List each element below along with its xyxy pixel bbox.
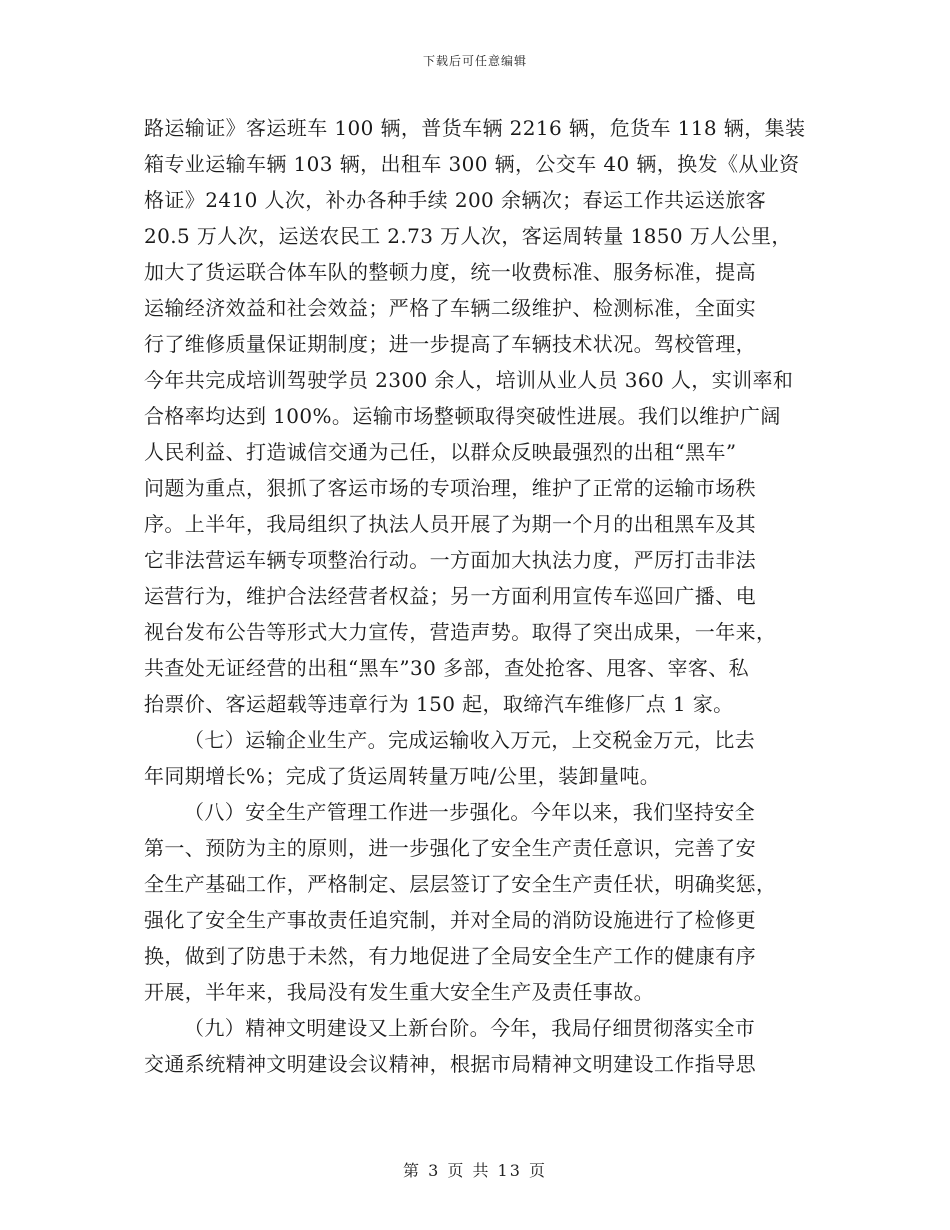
- text-line: 20.5 万人次，运送农民工 2.73 万人次，客运周转量 1850 万人公里，: [144, 224, 792, 248]
- text-line: 加大了货运联合体车队的整顿力度，统一收费标准、服务标准，提高: [144, 260, 756, 284]
- paragraph-start-line: （七）运输企业生产。完成运输收入万元，上交税金万元，比去: [184, 728, 756, 752]
- text-line: 交通系统精神文明建设会议精神，根据市局精神文明建设工作指导思: [144, 1052, 756, 1076]
- text-line: 换，做到了防患于未然，有力地促进了全局安全生产工作的健康有序: [144, 944, 756, 968]
- text-line: 强化了安全生产事故责任追究制，并对全局的消防设施进行了检修更: [144, 908, 756, 932]
- text-line: 全生产基础工作，严格制定、层层签订了安全生产责任状，明确奖惩，: [144, 872, 777, 896]
- text-line: 它非法营运车辆专项整治行动。一方面加大执法力度，严厉打击非法: [144, 548, 756, 572]
- text-line: 今年共完成培训驾驶学员 2300 余人，培训从业人员 360 人，实训率和: [144, 368, 794, 392]
- text-line: 视台发布公告等形式大力宣传，营造声势。取得了突出成果，一年来，: [144, 620, 777, 644]
- text-line: 路运输证》客运班车 100 辆，普货车辆 2216 辆，危货车 118 辆，集装: [144, 116, 806, 140]
- text-line: 年同期增长%；完成了货运周转量万吨/公里，装卸量吨。: [144, 764, 661, 788]
- text-line: 格证》2410 人次，补办各种手续 200 余辆次；春运工作共运送旅客: [144, 188, 767, 212]
- text-line: 人民利益、打造诚信交通为己任，以群众反映最强烈的出租“黑车”: [144, 440, 737, 464]
- paragraph-start-line: （九）精神文明建设又上新台阶。今年，我局仔细贯彻落实全市: [184, 1016, 756, 1040]
- document-body: [144, 110, 806, 1082]
- text-line: 第一、预防为主的原则，进一步强化了安全生产责任意识，完善了安: [144, 836, 756, 860]
- paragraph-start-line: （八）安全生产管理工作进一步强化。今年以来，我们坚持安全: [184, 800, 756, 824]
- text-line: 箱专业运输车辆 103 辆，出租车 300 辆，公交车 40 辆，换发《从业资: [144, 152, 800, 176]
- text-line: 行了维修质量保证期制度；进一步提高了车辆技术状况。驾校管理，: [144, 332, 756, 356]
- text-line: 抬票价、客运超载等违章行为 150 起，取缔汽车维修厂点 1 家。: [144, 692, 734, 716]
- text-line: 共查处无证经营的出租“黑车”30 多部，查处抢客、甩客、宰客、私: [144, 656, 750, 680]
- text-line: 问题为重点，狠抓了客运市场的专项治理，维护了正常的运输市场秩: [144, 476, 756, 500]
- text-line: 运输经济效益和社会效益；严格了车辆二级维护、检测标准，全面实: [144, 296, 756, 320]
- text-line: 序。上半年，我局组织了执法人员开展了为期一个月的出租黑车及其: [144, 512, 756, 536]
- page-header: 下载后可任意编辑: [422, 54, 527, 68]
- text-line: 开展，半年来，我局没有发生重大安全生产及责任事故。: [144, 980, 654, 1004]
- text-line: 运营行为，维护合法经营者权益；另一方面利用宣传车巡回广播、电: [144, 584, 756, 608]
- text-line: 合格率均达到 100%。运输市场整顿取得突破性进展。我们以维护广阔: [144, 404, 781, 428]
- page-number-footer: 第 3 页 共 13 页: [403, 1161, 547, 1180]
